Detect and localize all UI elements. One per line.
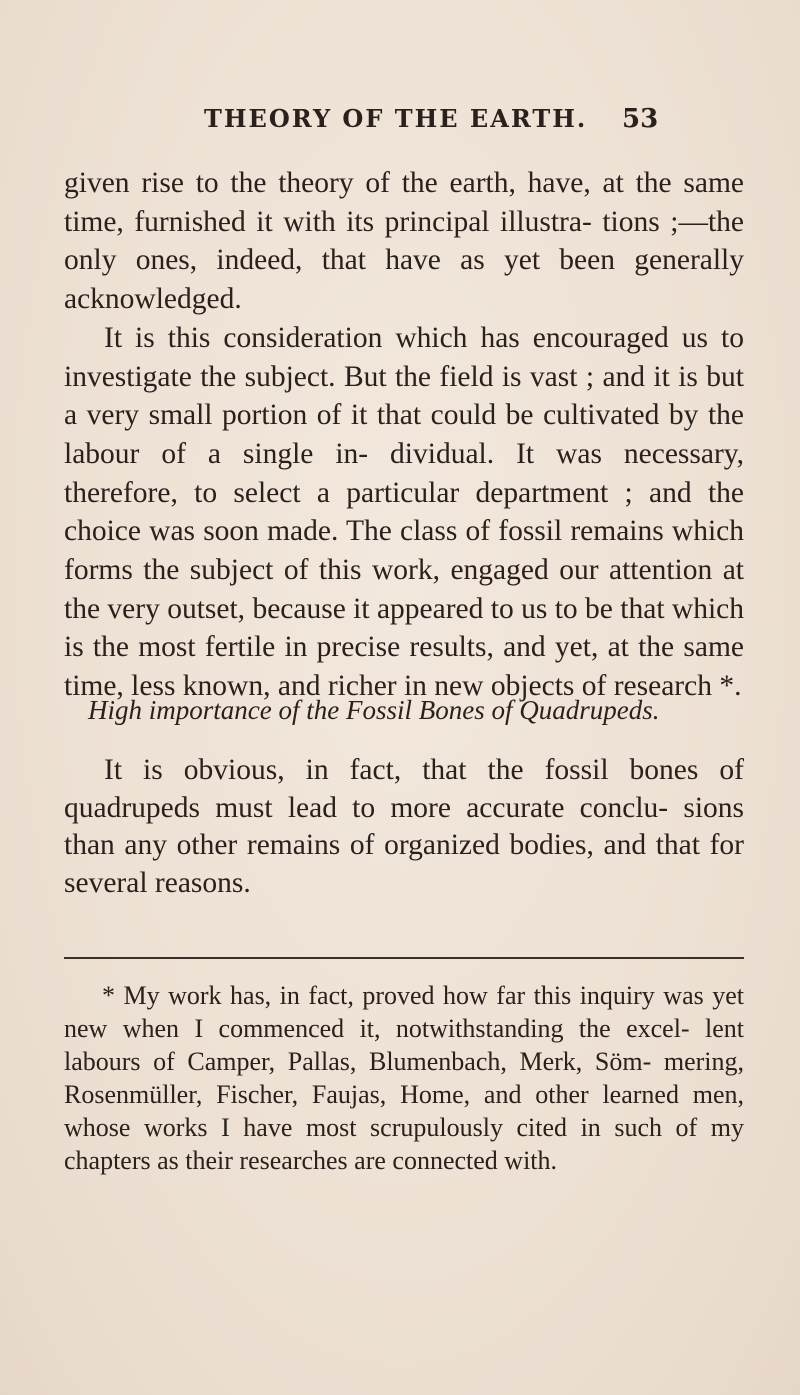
- page-header: [0, 104, 800, 144]
- main-text: [64, 164, 744, 706]
- section-paragraph: It is obvious, in fact, that the fossil bones of quadrupeds must lead to more accurate conclu- sions than any other remains of organized bodies, and that for several reasons.: [64, 754, 744, 899]
- footnote-rule: [64, 957, 744, 959]
- page-number: 53: [622, 104, 659, 134]
- footnote: [64, 979, 744, 1177]
- section-heading: High importance of the Fossil Bones of Quadrupeds.: [88, 695, 660, 725]
- section-text: [64, 752, 744, 902]
- body-paragraph-2: It is this consideration which has encouraged us to investigate the subject. But the field is vast ; and it is but a very small portion of it that could be cultivated by the labour of a single in- dividual. It was necessary, therefore, to select a particular department ; and the choice was soon made. The class of fossil remains which forms the subject of this work, engaged our attention at the very outset, because it appeared to us to be that which is the most fertile in precise results, and yet, at the same time, less known, and richer in new objects of research *.: [64, 321, 744, 703]
- body-paragraph-1: given rise to the theory of the earth, have, at the same time, furnished it with its principal illustra- tions ;—the only ones, indeed, that have as yet been generally acknowledged.: [64, 167, 744, 316]
- footnote-text: * My work has, in fact, proved how far this inquiry was yet new when I commenced it, notwithstanding the excel- lent labours of Camper, Pallas, Blumenbach, Merk, Söm- mering, Rosenmüller, Fischer, Faujas, Home, and other learned men, whose works I have most scrupulously cited in such of my chapters as their researches are connected with.: [64, 981, 744, 1175]
- running-head: THEORY OF THE EARTH.: [204, 104, 588, 133]
